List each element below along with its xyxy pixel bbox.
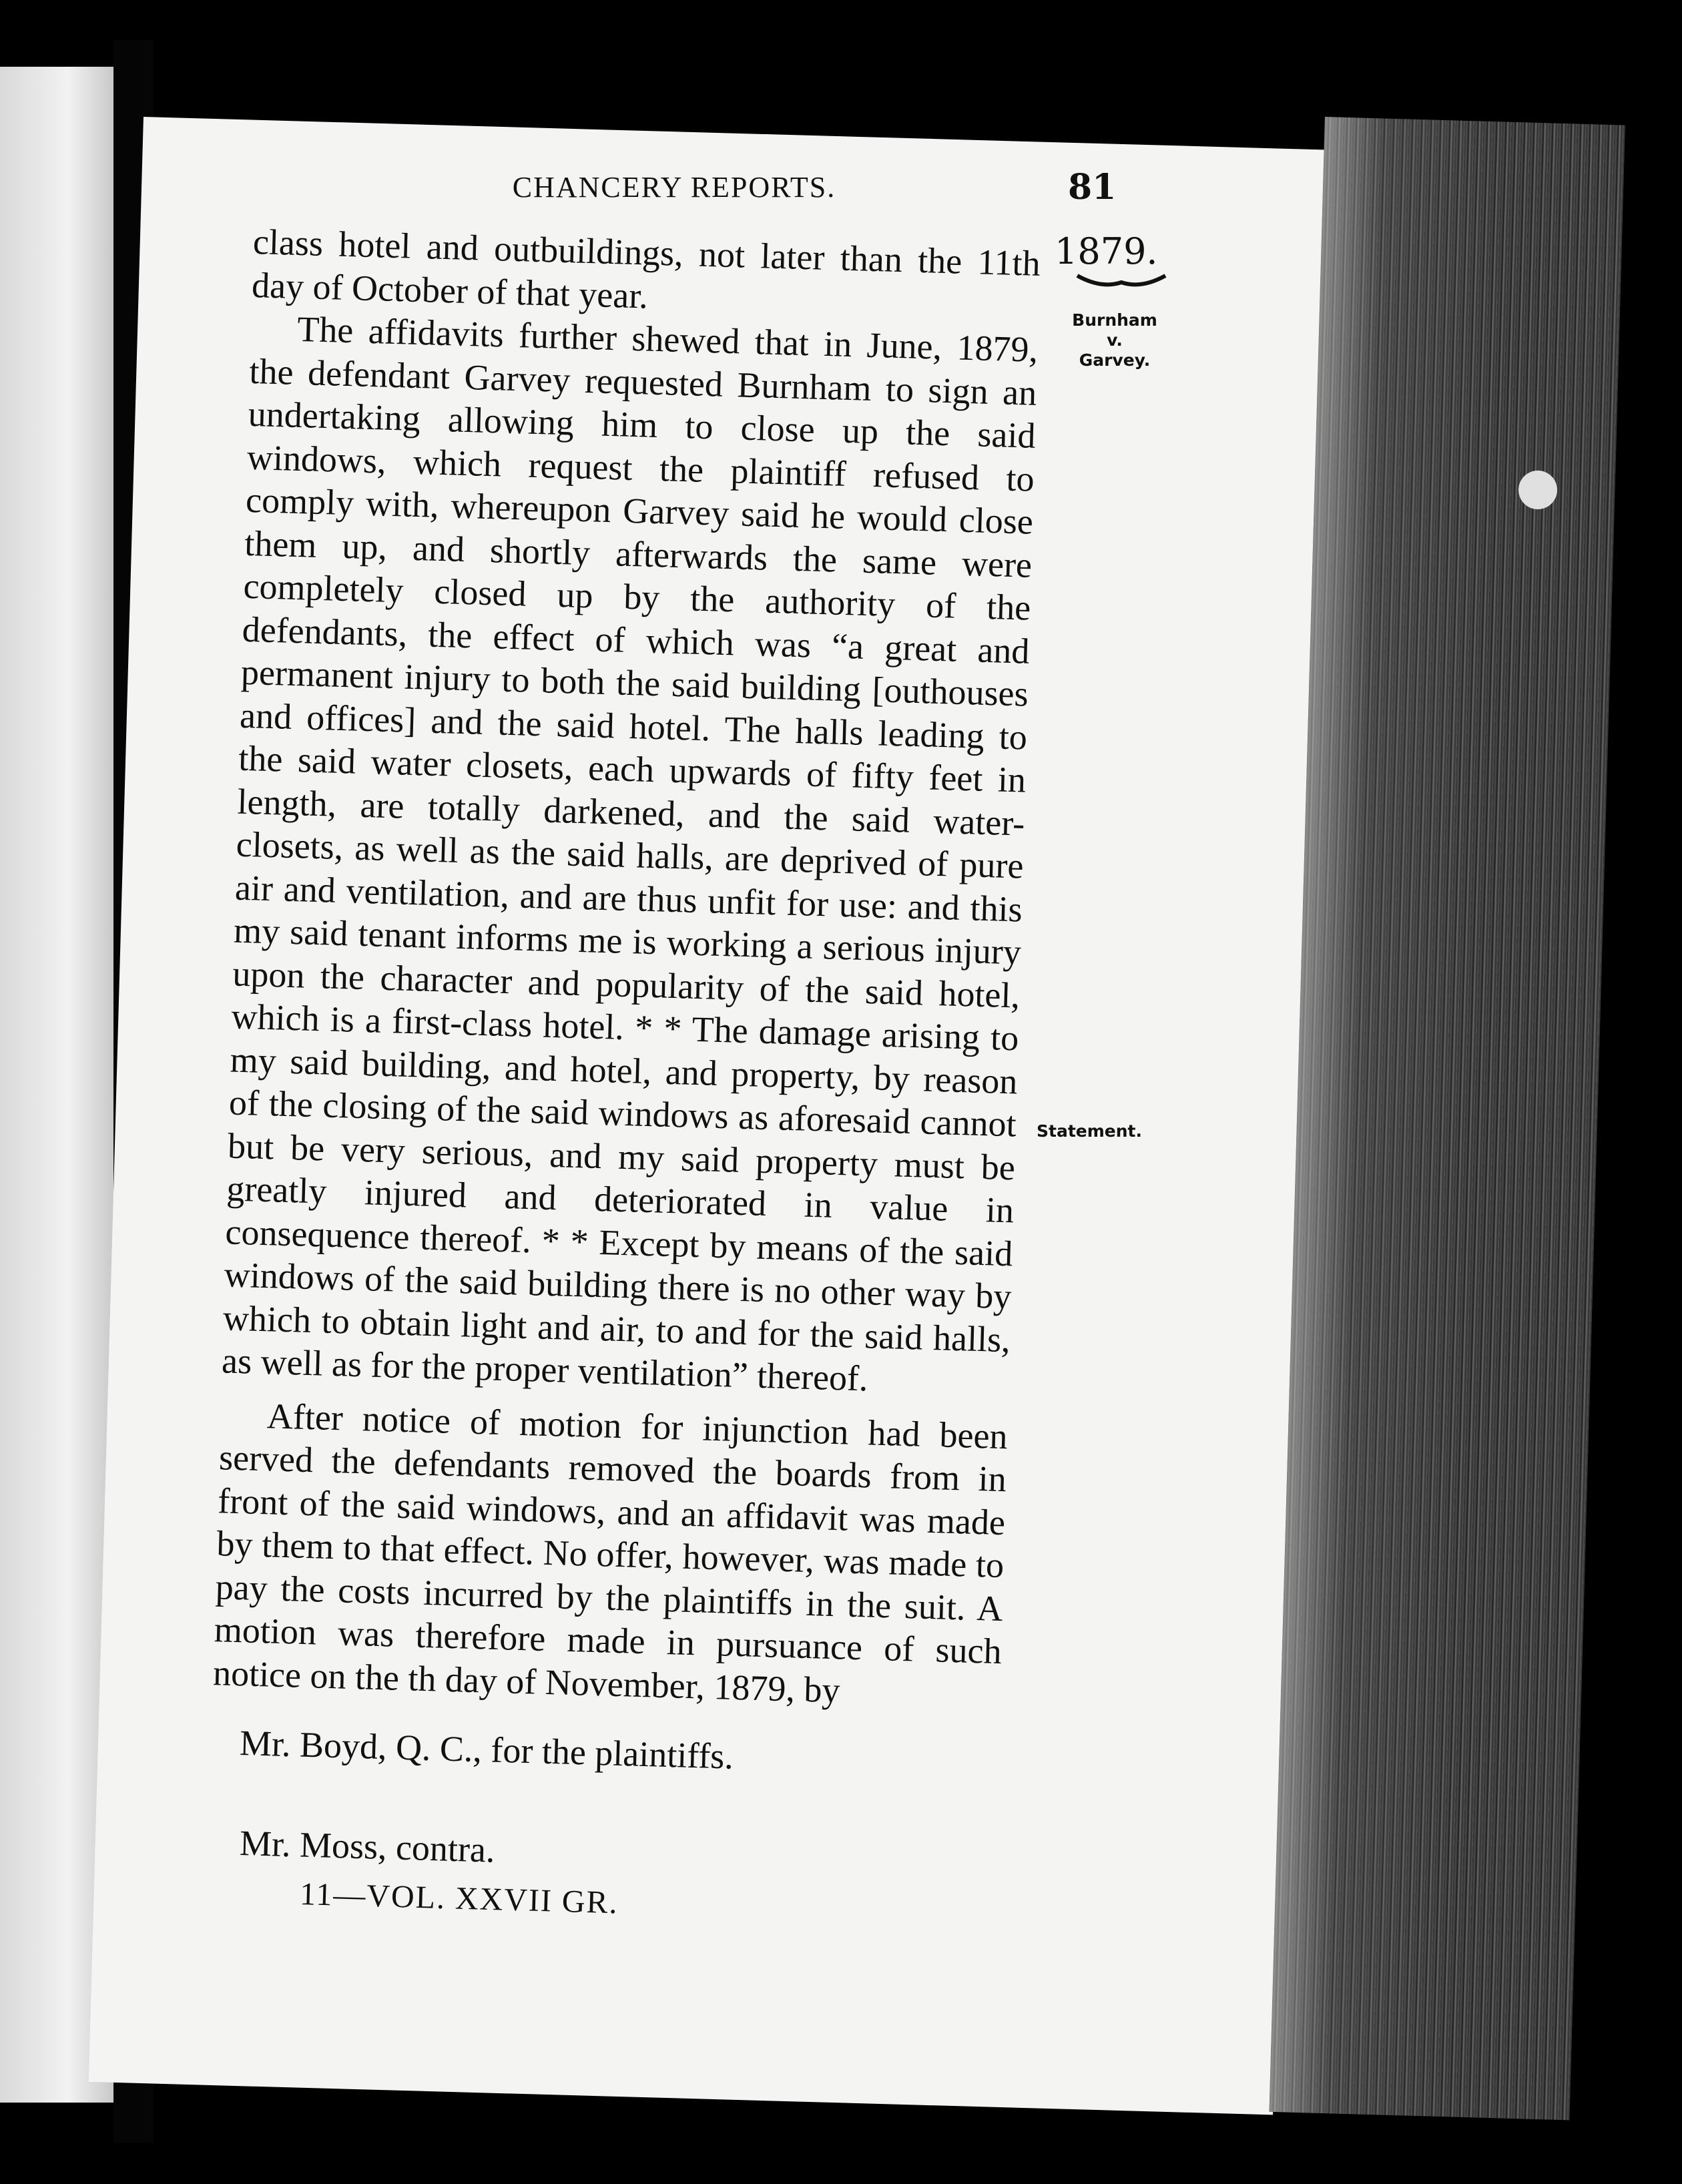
page-number: 81 [1068, 167, 1117, 208]
case-defendant: Garvey. [1079, 350, 1151, 370]
case-name [1065, 310, 1165, 370]
running-title: CHANCERY REPORTS. [512, 171, 836, 204]
page-edges-highlight [1270, 117, 1625, 2120]
paragraph-1: class hotel and outbuildings, not later than the 11th day of October of that year. [251, 221, 1041, 316]
case-versus: v. [1107, 330, 1123, 350]
case-plaintiff: Burnham [1072, 310, 1157, 330]
body-text [212, 220, 1041, 1716]
margin-year: 1879. [1055, 230, 1158, 272]
statement-label: Statement. [1037, 1121, 1142, 1141]
brace-icon [1075, 270, 1168, 297]
counsel-contra: Mr. Moss, contra. [239, 1822, 496, 1870]
paper-blot [1518, 471, 1557, 509]
paragraph-3: After notice of motion for injunction had been served the defendants removed the boards from in front of the said windows, and an affidavit was made by them to that effect. No offer, however, was made to pay the costs incurred by the plaintiffs in the suit. A motion was therefore made in pursuance of such notice on the th day of November, 1879, by [212, 1395, 1009, 1710]
signature-mark: 11—VOL. XXVII GR. [299, 1876, 619, 1921]
counsel-plaintiffs: Mr. Boyd, Q. C., for the plaintiffs. [239, 1722, 734, 1777]
paragraph-2: The affidavits further shewed that in June, 1879, the defendant Garvey requested Burnham to sign an undertaking allowing him to close up the said windows, which request the plaintiff refused to comply with, whereupon Garvey said he would close them up, and shortly afterwards the same were completely closed up by the authority of the defendants, the effect of which was “a great and permanent injury to both the said building [outhouses and offices] and the said hotel. The halls leading to the said water closets, each upwards of fifty feet in length, are totally darkened, and the said water-closets, as well as the said halls, are deprived of pure air and ventilation, and are thus unfit for use: and this my said tenant informs me is working a serious injury upon the character and popularity of the said hotel, which is a first-class hotel. * * The damage arising to my said building, and hotel, and property, by reason of the closing of the said windows as aforesaid cannot but be very serious, and my said property must be greatly injured and deteriorated in value in consequence thereof. * * Except by means of the said windows of the said building there is no other way by which to obtain light and air, to and for the said halls, as well as for the proper ventilation” thereof. [221, 308, 1039, 1399]
